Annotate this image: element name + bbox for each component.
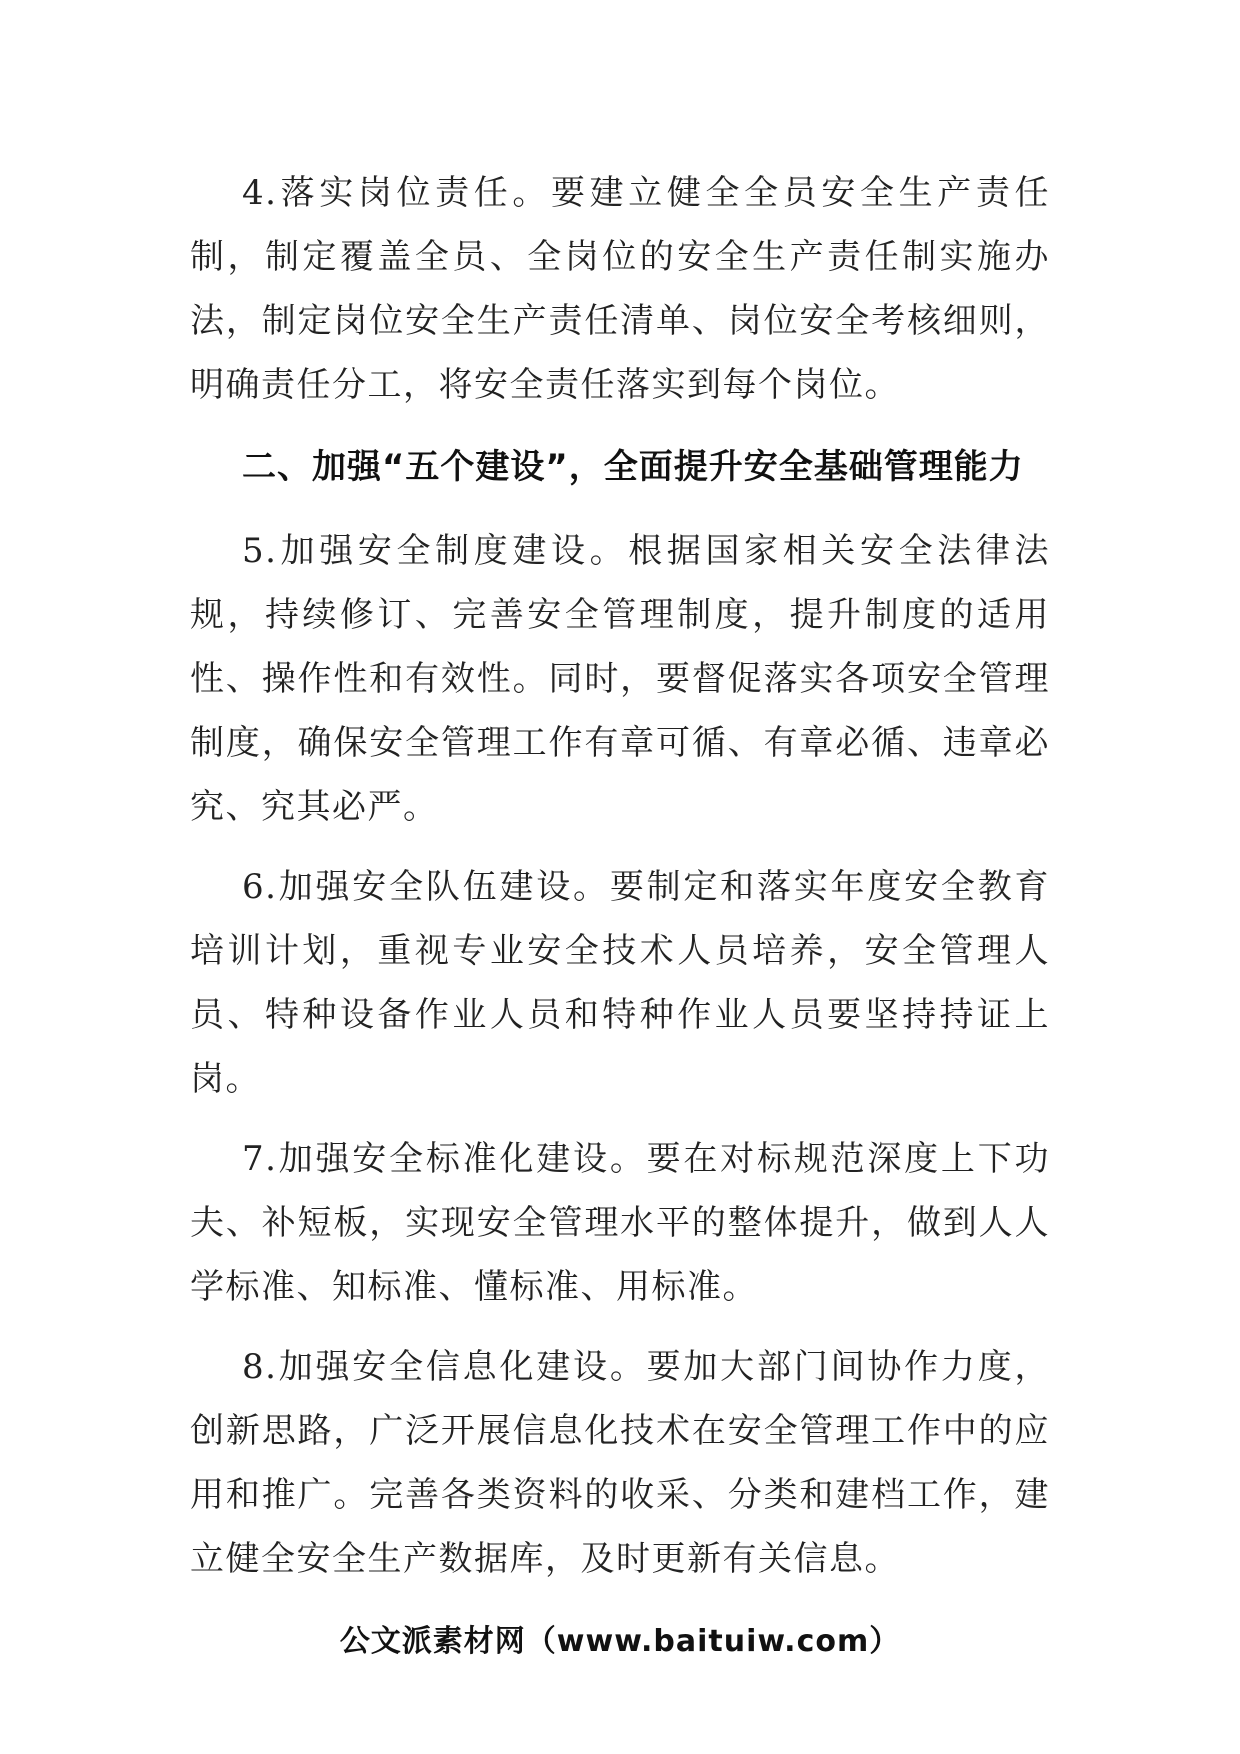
paragraph-6: 6.加强安全队伍建设。要制定和落实年度安全教育培训计划，重视专业安全技术人员培养，安全管理人员、特种设备作业人员和特种作业人员要坚持持证上岗。 xyxy=(190,867,1050,1099)
paragraph-4: 4.落实岗位责任。要建立健全全员安全生产责任制，制定覆盖全员、全岗位的安全生产责任制实施办法，制定岗位安全生产责任清单、岗位安全考核细则，明确责任分工，将安全责任落实到每个岗位。 xyxy=(190,173,1050,405)
paragraph-5: 5.加强安全制度建设。根据国家相关安全法律法规，持续修订、完善安全管理制度，提升制度的适用性、操作性和有效性。同时，要督促落实各项安全管理制度，确保安全管理工作有章可循、有章必循、违章必究、究其必严。 xyxy=(190,531,1050,827)
paragraph-8: 8.加强安全信息化建设。要加大部门间协作力度，创新思路，广泛开展信息化技术在安全管理工作中的应用和推广。完善各类资料的收采、分类和建档工作，建立健全安全生产数据库，及时更新有关信息。 xyxy=(190,1347,1050,1579)
paragraph-7: 7.加强安全标准化建设。要在对标规范深度上下功夫、补短板，实现安全管理水平的整体提升，做到人人学标准、知标准、懂标准、用标准。 xyxy=(190,1139,1050,1307)
document-body xyxy=(190,161,1050,1591)
section-heading: 二、加强“五个建设”，全面提升安全基础管理能力 xyxy=(242,447,1024,487)
page-footer: 公文派素材网（www.baituiw.com） xyxy=(339,1624,901,1659)
